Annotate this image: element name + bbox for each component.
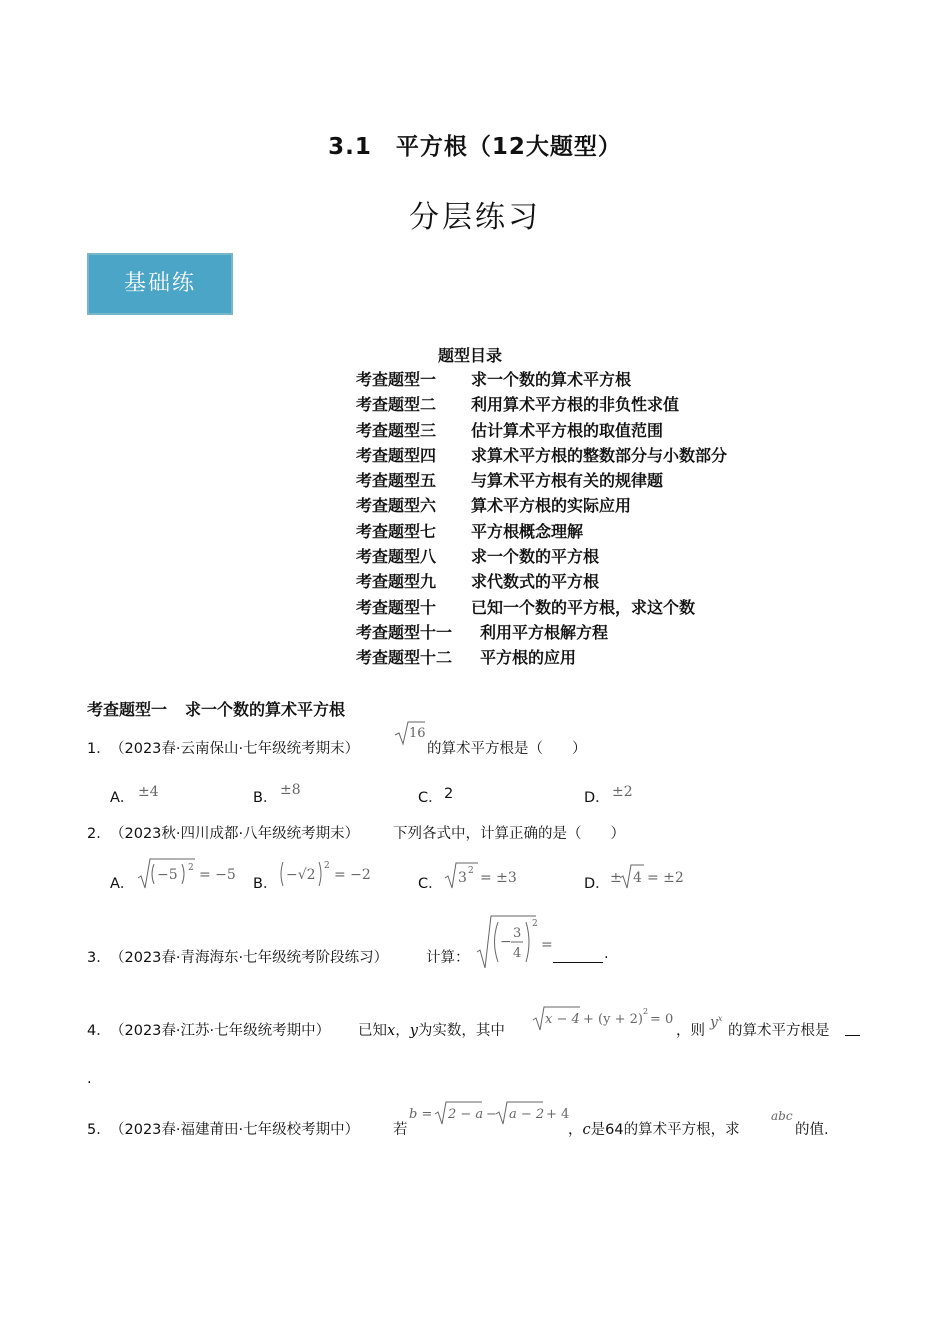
toc-item [356, 569, 727, 594]
equals: = [541, 937, 553, 953]
toc-item [356, 392, 727, 417]
toc-item-key: 考查题型八 [356, 547, 437, 567]
q1-option-c-value: 2 [444, 786, 454, 802]
toc-item [356, 519, 727, 544]
toc-item-text: 已知一个数的平方根，求这个数 [471, 597, 696, 617]
toc-item-text: 求算术平方根的整数部分与小数部分 [471, 445, 728, 465]
question-3-math [476, 914, 554, 970]
paren-left [152, 864, 154, 884]
radicand-1: 2 − a [448, 1107, 484, 1122]
section-heading [87, 697, 363, 720]
question-4-stem-4: 的算术平方根是 [728, 1023, 830, 1039]
q2-option-a-math [137, 856, 237, 890]
toc-item-key: 考查题型六 [356, 496, 437, 516]
paren-left [281, 862, 283, 886]
question-5-math [409, 1100, 569, 1130]
q2-option-d-label: D． [584, 876, 610, 892]
q1-option-a-value: ±4 [138, 784, 159, 800]
q5-text: 是64的算术平方根，求 [590, 1122, 740, 1138]
toc-item-text: 求一个数的算术平方根 [471, 370, 632, 389]
inner-value: 3 [458, 870, 467, 886]
q4-end: . [87, 1071, 92, 1087]
paren-right [526, 922, 529, 962]
question-4-source: （2023春·江苏·七年级统考期中） [110, 1023, 331, 1039]
question-3-number: 3． [87, 950, 111, 966]
toc-item-text: 估计算术平方根的取值范围 [471, 420, 664, 440]
q2-option-c-label: C． [418, 876, 443, 892]
var-y: y [409, 1023, 418, 1039]
rhs: = ±3 [480, 870, 517, 886]
var-x: x [387, 1023, 396, 1039]
toc-item [356, 367, 727, 392]
inner-value: −√2 [286, 867, 316, 883]
toc-item-key: 考查题型一 [356, 370, 437, 389]
toc-item-key: 考查题型三 [356, 420, 437, 440]
q1-option-d-value: ±2 [612, 784, 633, 800]
toc-item-key: 考查题型七 [356, 521, 437, 541]
toc-item-text: 利用算术平方根的非负性求值 [471, 395, 680, 415]
toc-item-key: 考查题型五 [356, 471, 437, 491]
toc-item [356, 443, 727, 468]
q4-comma: ， [395, 1023, 410, 1039]
q2-option-b-label: B． [253, 876, 278, 892]
plus-minus: ± [610, 870, 622, 886]
numerator: 3 [513, 926, 522, 941]
toc-item-text: 利用平方根解方程 [480, 622, 609, 642]
inner-value: 4 [633, 870, 642, 886]
toc-item [356, 418, 727, 443]
toc-item [356, 645, 727, 670]
rhs: = −2 [334, 867, 371, 883]
radicand: 16 [409, 726, 426, 741]
toc-item-key: 考查题型九 [356, 572, 437, 592]
q4-power [710, 1014, 722, 1031]
q4-text: 已知 [358, 1023, 387, 1039]
question-5-source: （2023春·福建莆田·七年级校考期中） [110, 1122, 360, 1138]
toc-item-key: 考查题型十 [356, 597, 437, 617]
page-title: 3.1 平方根（12大题型） [328, 134, 622, 160]
question-5-stem-4: 的值. [795, 1122, 829, 1138]
toc-list [356, 367, 727, 671]
q2-option-c-math [444, 860, 524, 890]
q1-option-a-label: A． [110, 790, 135, 806]
paren-right [182, 864, 184, 884]
paren-left [495, 922, 499, 962]
rhs: = ±2 [647, 870, 684, 886]
q3-end: . [604, 946, 609, 962]
q2-option-a-label: A． [110, 876, 135, 892]
rhs: = 0 [650, 1012, 674, 1027]
question-5-number: 5． [87, 1122, 111, 1138]
q5-abc: abc [771, 1109, 793, 1123]
q1-option-c-label: C． [418, 790, 443, 806]
question-2-number: 2． [87, 826, 111, 842]
power-exp: x [717, 1014, 723, 1023]
toc-item-key: 考查题型四 [356, 445, 437, 465]
question-5-stem-1: 若 [393, 1122, 408, 1138]
question-1-sqrt [393, 720, 427, 746]
toc-item [356, 493, 727, 518]
power-base: y [710, 1014, 718, 1031]
q2-option-d-math [610, 860, 690, 890]
minus: − [486, 1107, 497, 1122]
lhs: b = [409, 1107, 433, 1122]
radicand-2: a − 2 [509, 1107, 545, 1122]
question-3-stem: 计算： [426, 950, 470, 966]
exponent: 2 [643, 1007, 649, 1016]
q5-comma: ， [568, 1122, 583, 1138]
level-badge: 基础练 [87, 253, 233, 315]
toc-item-key: 考查题型十二 [356, 648, 453, 668]
exponent: 2 [188, 863, 194, 873]
question-2-stem: 下列各式中，计算正确的是（ ） [393, 826, 625, 842]
q1-option-b-label: B． [253, 790, 278, 806]
toc-item-text: 平方根概念理解 [471, 521, 584, 541]
toc-item [356, 595, 727, 620]
question-4-math [532, 1004, 677, 1034]
rhs: = −5 [199, 867, 236, 883]
toc-item-key: 考查题型二 [356, 395, 437, 415]
q1-option-b-value: ±8 [280, 782, 301, 798]
question-3-source: （2023春·青海海东·七年级统考阶段练习） [110, 950, 389, 966]
toc-item-text: 平方根的应用 [480, 648, 577, 668]
q1-option-d-label: D． [584, 790, 610, 806]
toc-item-text: 算术平方根的实际应用 [471, 496, 632, 516]
toc-item [356, 620, 727, 645]
minus-sign: − [500, 934, 512, 950]
q3-answer-blank[interactable] [553, 948, 603, 963]
tail: + 4 [546, 1107, 570, 1122]
var-c: c [582, 1122, 591, 1138]
section-text: 求一个数的算术平方根 [185, 700, 346, 719]
question-1-source: （2023春·云南保山·七年级统考期末） [110, 741, 360, 757]
denominator: 4 [513, 946, 522, 961]
toc-item-text: 求代数式的平方根 [471, 572, 600, 592]
squared-term: + (y + 2) [583, 1012, 643, 1027]
paren-right [319, 862, 321, 886]
q2-option-b-math [279, 856, 379, 890]
inner-value: −5 [157, 867, 178, 883]
section-key: 考查题型一 [87, 700, 168, 719]
question-2-source: （2023秋·四川成都·八年级统考期末） [110, 826, 360, 842]
toc-item [356, 544, 727, 569]
toc-item-text: 求一个数的平方根 [471, 547, 600, 567]
exponent: 2 [468, 866, 474, 876]
question-4-number: 4． [87, 1023, 111, 1039]
exponent: 2 [532, 919, 538, 929]
toc-item-text: 与算术平方根有关的规律题 [471, 471, 664, 491]
exponent: 2 [324, 861, 330, 871]
question-4-stem-1 [358, 1019, 505, 1040]
question-5-stem-2 [568, 1118, 740, 1139]
q4-answer-blank[interactable] [845, 1021, 860, 1036]
toc-item [356, 468, 727, 493]
radicand: x − 4 [545, 1012, 580, 1027]
toc-item-key: 考查题型十一 [356, 622, 453, 642]
question-1-number: 1． [87, 741, 111, 757]
question-1-stem: 的算术平方根是（ ） [427, 741, 587, 757]
q4-text: 为实数，其中 [417, 1023, 505, 1039]
page-subtitle: 分层练习 [409, 200, 541, 235]
question-4-stem-3: ，则 [676, 1023, 705, 1039]
toc-heading: 题型目录 [438, 346, 503, 365]
